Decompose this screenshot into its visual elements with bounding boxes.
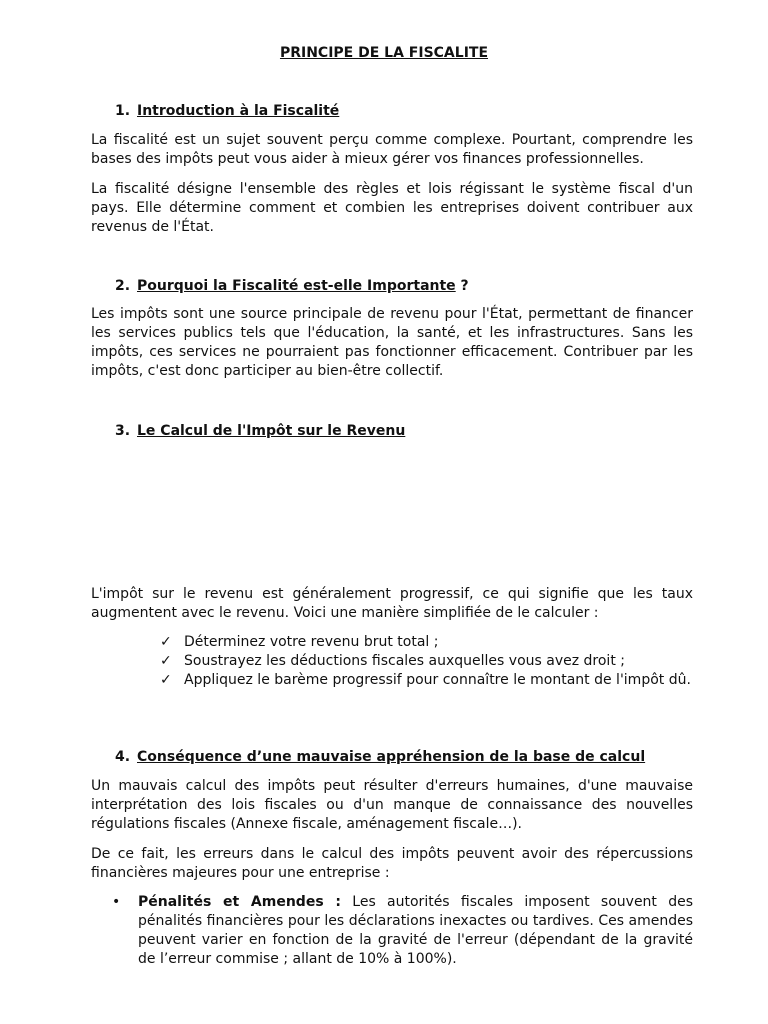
section-3-heading (115, 422, 405, 440)
section-4-heading (115, 748, 645, 766)
section-1-number: 1. (115, 103, 131, 119)
section-1-heading-text: Introduction à la Fiscalité (137, 103, 340, 119)
list-item (112, 893, 693, 969)
bullet-term: Pénalités et Amendes : (138, 894, 341, 910)
section-4-bullet-list (112, 893, 693, 969)
check-icon: ✓ (160, 634, 172, 650)
section-4-paragraph-2: De ce fait, les erreurs dans le calcul des impôts peuvent avoir des répercussions financières majeures pour une entreprise : (91, 846, 693, 881)
section-2-paragraph-1: Les impôts sont une source principale de revenu pour l'État, permettant de financer les services publics tels que l'éducation, la santé, et les infrastructures. Sans les impôts, ces services ne pourraient pas fonctionner efficacement. Contribuer par les impôts, c'est donc participer au bien-être collectif. (91, 306, 693, 379)
section-1-paragraph-2: La fiscalité désigne l'ensemble des règles et lois régissant le système fiscal d'un pays. Elle détermine comment et combien les entreprises doivent contribuer aux revenus de l'État. (91, 181, 693, 235)
checklist-item: ✓ Déterminez votre revenu brut total ; (160, 634, 439, 650)
section-4-heading-text: Conséquence d’une mauvaise appréhension de la base de calcul (137, 749, 646, 765)
section-4-number: 4. (115, 749, 131, 765)
section-2-heading (115, 277, 469, 295)
section-3-number: 3. (115, 423, 131, 439)
checklist-item: ✓ Appliquez le barème progressif pour connaître le montant de l'impôt dû. (160, 672, 691, 688)
section-1-paragraph-1: La fiscalité est un sujet souvent perçu comme complexe. Pourtant, comprendre les bases des impôts peut vous aider à mieux gérer vos finances professionnelles. (91, 132, 693, 167)
bullet-icon: • (112, 894, 121, 910)
section-2-heading-text: Pourquoi la Fiscalité est-elle Importante (137, 278, 456, 294)
section-2-heading-suffix: ? (455, 278, 469, 294)
section-4-paragraph-1: Un mauvais calcul des impôts peut résulter d'erreurs humaines, d'une mauvaise interprétation des lois fiscales ou d'un manque de connaissance des nouvelles régulations fiscales (Annexe fiscale, aménagement fiscale…). (91, 778, 693, 832)
section-3-checklist (160, 633, 693, 690)
check-icon: ✓ (160, 653, 172, 669)
checklist-item: ✓ Soustrayez les déductions fiscales auxquelles vous avez droit ; (160, 653, 625, 669)
section-3-paragraph-1: L'impôt sur le revenu est généralement progressif, ce qui signifie que les taux augmentent avec le revenu. Voici une manière simplifiée de le calculer : (91, 586, 693, 621)
document-title: PRINCIPE DE LA FISCALITE (279, 45, 489, 61)
section-1-heading (115, 102, 339, 120)
section-2-number: 2. (115, 278, 131, 294)
section-3-heading-text: Le Calcul de l'Impôt sur le Revenu (137, 423, 406, 439)
check-icon: ✓ (160, 672, 172, 688)
bullet-text: Les autorités fiscales imposent souvent des pénalités financières pour les déclarations inexactes ou tardives. Ces amendes peuvent varier en fonction de la gravité de l'erreur (dépendant de la gravité de l’erreur commise ; allant de 10% à 100%). (138, 894, 694, 967)
